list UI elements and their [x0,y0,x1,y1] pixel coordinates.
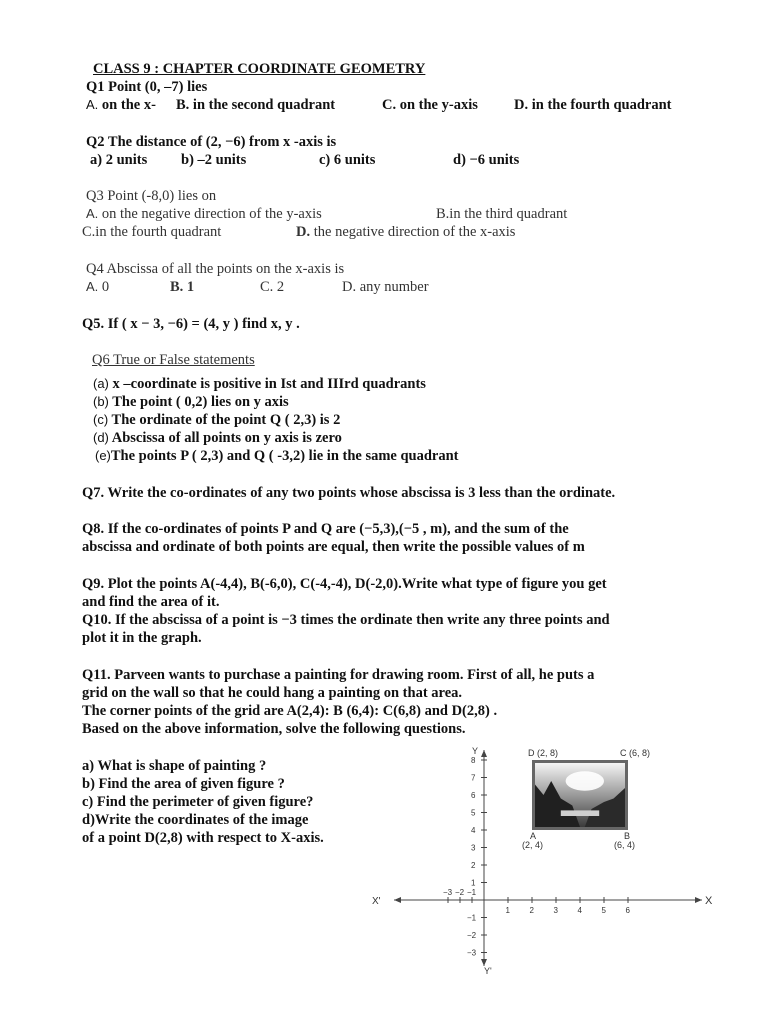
x-axis-label: X [705,895,713,907]
x-axis-neg-label: X' [372,896,381,907]
y-tick-label: 7 [471,773,476,783]
q4-option-d: D. any number [342,279,429,295]
q1-option-a: on the x- [101,97,156,113]
q4-option-b: B. 1 [170,279,195,295]
q4-option-a: 0 [101,279,110,295]
q2-option-b: b) –2 units [181,152,247,168]
q2-option-d: d) −6 units [453,152,520,168]
q11-part-d-cont: of a point D(2,8) with respect to X-axis. [82,830,324,846]
page-title: CLASS 9 : CHAPTER COORDINATE GEOMETRY [93,61,426,77]
y-tick-label: 5 [471,808,476,818]
x-tick-label: 3 [553,906,558,915]
q4-question: Q4 Abscissa of all the points on the x-axis is [86,261,345,277]
q1-option-c: C. on the y-axis [382,97,478,113]
q5-question: Q5. If ( x − 3, −6) = (4, y ) find x, y . [82,316,300,332]
q3-option-d: the negative direction of the x-axis [313,224,516,240]
x-tick-label: 4 [577,906,582,915]
y-tick-label: 6 [471,791,476,800]
point-c-label: C (6, 8) [620,748,651,758]
q1-option-a-letter: A. [86,97,99,112]
q11-part-a: a) What is shape of painting ? [82,758,267,774]
y-tick-label: −1 [467,913,477,923]
q11-line2: grid on the wall so that he could hang a painting on that area. [82,685,463,701]
x-axis-neg-arrow [394,897,401,903]
q8-line2: abscissa and ordinate of both points are equal, then write the possible values of m [82,539,585,555]
point-b-name: B [624,831,631,841]
x-tick-label: −3 [443,888,453,897]
q1-option-b: B. in the second quadrant [176,97,336,113]
point-d-label: D (2, 8) [528,748,559,758]
q3-option-a: on the negative direction of the y-axis [101,206,322,222]
q6-heading: Q6 True or False statements [92,352,255,368]
q3-option-d-letter: D. [296,224,311,240]
q6-item-e: (e)The points P ( 2,3) and Q ( -3,2) lie in the same quadrant [95,448,459,464]
q10-line2: plot it in the graph. [82,630,202,646]
q6-item-d: (d) Abscissa of all points on y axis is zero [93,430,342,446]
y-tick-label: −3 [467,948,477,958]
x-tick-label: 2 [529,906,534,915]
x-tick-label: 1 [505,906,510,915]
q2-option-c: c) 6 units [319,152,376,168]
y-tick-label: 8 [471,756,476,765]
q6-item-b: (b) The point ( 0,2) lies on y axis [93,394,289,410]
q6-item-a: (a) x –coordinate is positive in Ist and IIIrd quadrants [93,376,426,392]
q1-question: Q1 Point (0, –7) lies [86,79,208,95]
x-tick-label: 6 [625,906,630,915]
y-tick-label: −2 [467,931,477,940]
q2-option-a: a) 2 units [90,152,148,168]
y-axis-neg-label: Y' [484,966,492,974]
q7-question: Q7. Write the co-ordinates of any two points whose abscissa is 3 less than the ordinate. [82,485,616,501]
q6-item-c: (c) The ordinate of the point Q ( 2,3) is 2 [93,412,341,428]
coordinate-graph [368,742,720,974]
q3-option-c: C.in the fourth quadrant [82,224,222,240]
q9-line1: Q9. Plot the points A(-4,4), B(-6,0), C(-4,-4), D(-2,0).Write what type of figure you get [82,576,607,592]
x-axis-arrow [695,897,702,903]
y-tick-label: 4 [471,826,476,835]
y-tick-label: 3 [471,843,476,853]
point-b-coords: (6, 4) [614,840,636,850]
q2-question: Q2 The distance of (2, −6) from x -axis is [86,134,337,150]
point-a-coords: (2, 4) [522,840,544,850]
q11-line1: Q11. Parveen wants to purchase a painting for drawing room. First of all, he puts a [82,667,595,683]
q3-option-a-letter: A. [86,206,99,221]
q10-line1: Q10. If the abscissa of a point is −3 times the ordinate then write any three points and [82,612,610,628]
q11-part-c: c) Find the perimeter of given figure? [82,794,314,810]
q3-question: Q3 Point (-8,0) lies on [86,188,217,204]
q11-part-d: d)Write the coordinates of the image [82,812,309,828]
x-tick-label: −1 [467,888,477,897]
painting-image [532,760,628,830]
x-tick-label: −2 [455,888,465,897]
y-tick-label: 1 [471,878,476,888]
q4-option-c: C. 2 [260,279,285,295]
q4-option-a-letter: A. [86,279,99,294]
q11-line3: The corner points of the grid are A(2,4): B (6,4): C(6,8) and D(2,8) . [82,703,498,719]
q8-line1: Q8. If the co-ordinates of points P and Q are (−5,3),(−5 , m), and the sum of the [82,521,569,537]
point-a-name: A [530,831,537,841]
y-axis-neg-arrow [481,959,487,966]
y-tick-label: 2 [471,861,476,870]
y-axis-label: Y [472,746,479,756]
y-axis-arrow [481,750,487,757]
x-tick-label: 5 [601,906,606,915]
q1-option-d: D. in the fourth quadrant [514,97,672,113]
q9-line2: and find the area of it. [82,594,220,610]
q3-option-b: B.in the third quadrant [436,206,568,222]
q11-line4: Based on the above information, solve the following questions. [82,721,466,737]
q11-part-b: b) Find the area of given figure ? [82,776,285,792]
